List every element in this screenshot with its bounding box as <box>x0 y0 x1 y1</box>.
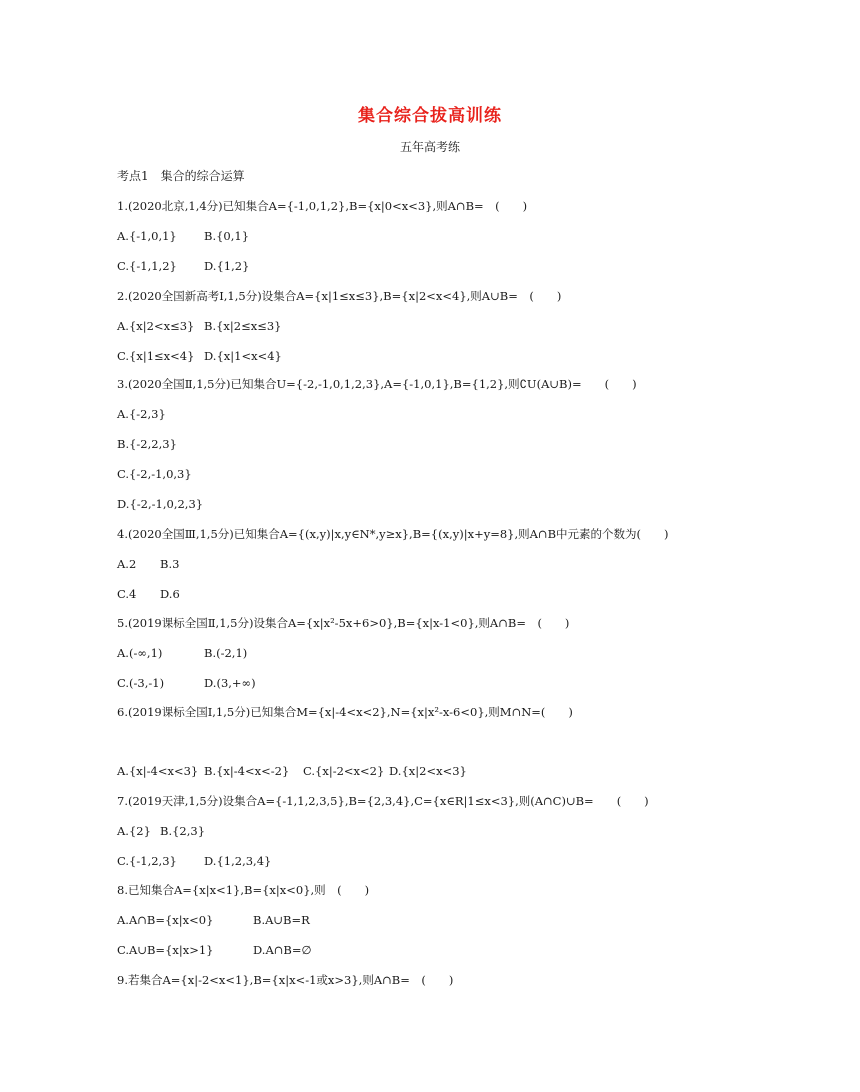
q1-option-a: A.{-1,0,1} <box>117 229 177 243</box>
q7-option-c: C.{-1,2,3} <box>117 854 177 868</box>
q5-option-d: D.(3,+∞) <box>204 676 256 690</box>
q6-option-b: B.{x|-4<x<-2} <box>204 764 290 778</box>
question-2-stem: 2.(2020全国新高考Ⅰ,1,5分)设集合A={x|1≤x≤3},B={x|2<x<4},则A∪B= ( ) <box>117 289 562 303</box>
q3-option-d: D.{-2,-1,0,2,3} <box>117 497 204 511</box>
question-5-options-row-1 <box>117 645 247 661</box>
question-3-stem: 3.(2020全国Ⅱ,1,5分)已知集合U={-2,-1,0,1,2,3},A={-1,0,1},B={1,2},则∁U(A∪B)= ( ) <box>117 377 637 391</box>
question-7-options-row-2 <box>117 853 271 869</box>
q3-option-b: B.{-2,2,3} <box>117 437 177 451</box>
question-7-options-row-1 <box>117 823 205 839</box>
q5-option-a: A.(-∞,1) <box>117 646 163 660</box>
q6-option-a: A.{x|-4<x<3} <box>117 764 199 778</box>
question-2-options-row-1 <box>117 318 282 334</box>
question-1-stem: 1.(2020北京,1,4分)已知集合A={-1,0,1,2},B={x|0<x<3},则A∩B= ( ) <box>117 199 528 213</box>
q5-option-b: B.(-2,1) <box>204 646 248 660</box>
question-6-stem: 6.(2019课标全国Ⅰ,1,5分)已知集合M={x|-4<x<2},N={x|x²-x-6<0},则M∩N=( ) <box>117 705 573 719</box>
question-8-options-row-2 <box>117 942 312 958</box>
q4-option-d: D.6 <box>160 587 180 601</box>
page-subtitle: 五年高考练 <box>399 140 460 154</box>
question-2-options-row-2 <box>117 348 282 364</box>
q3-option-a: A.{-2,3} <box>117 407 166 421</box>
q1-option-c: C.{-1,1,2} <box>117 259 177 273</box>
q1-option-d: D.{1,2} <box>204 259 250 273</box>
q8-option-a: A.A∩B={x|x<0} <box>117 913 214 927</box>
question-9-stem: 9.若集合A={x|-2<x<1},B={x|x<-1或x>3},则A∩B= ( ) <box>117 973 454 987</box>
q4-option-c: C.4 <box>117 587 137 601</box>
q7-option-d: D.{1,2,3,4} <box>204 854 272 868</box>
q6-option-c: C.{x|-2<x<2} <box>303 764 385 778</box>
question-8-stem: 8.已知集合A={x|x<1},B={x|x<0},则 ( ) <box>117 883 370 897</box>
question-5-stem: 5.(2019课标全国Ⅱ,1,5分)设集合A={x|x²-5x+6>0},B={x|x-1<0},则A∩B= ( ) <box>117 616 570 630</box>
q4-option-a: A.2 <box>117 557 137 571</box>
q5-option-c: C.(-3,-1) <box>117 676 165 690</box>
q8-option-d: D.A∩B=∅ <box>253 943 312 957</box>
q4-option-b: B.3 <box>160 557 180 571</box>
q2-option-c: C.{x|1≤x<4} <box>117 349 195 363</box>
question-4-options-row-2 <box>117 586 180 602</box>
question-1-options-row-1 <box>117 228 249 244</box>
q3-option-c: C.{-2,-1,0,3} <box>117 467 192 481</box>
question-1-options-row-2 <box>117 258 249 274</box>
q2-option-a: A.{x|2<x≤3} <box>117 319 195 333</box>
q6-option-d: D.{x|2<x<3} <box>389 764 467 778</box>
section-heading: 考点1 集合的综合运算 <box>117 169 245 183</box>
q7-option-b: B.{2,3} <box>160 824 206 838</box>
q2-option-b: B.{x|2≤x≤3} <box>204 319 282 333</box>
question-6-options <box>117 763 467 779</box>
q7-option-a: A.{2} <box>117 824 151 838</box>
question-5-options-row-2 <box>117 675 256 691</box>
q1-option-b: B.{0,1} <box>204 229 250 243</box>
question-7-stem: 7.(2019天津,1,5分)设集合A={-1,1,2,3,5},B={2,3,4},C={x∈R|1≤x<3},则(A∩C)∪B= ( ) <box>117 794 649 808</box>
question-4-options-row-1 <box>117 556 179 572</box>
page-title: 集合综合拔高训练 <box>358 106 502 126</box>
q8-option-c: C.A∪B={x|x>1} <box>117 943 214 957</box>
question-4-stem: 4.(2020全国Ⅲ,1,5分)已知集合A={(x,y)|x,y∈N*,y≥x},B={(x,y)|x+y=8},则A∩B中元素的个数为( ) <box>117 527 669 541</box>
question-8-options-row-1 <box>117 912 310 928</box>
q2-option-d: D.{x|1<x<4} <box>204 349 282 363</box>
q8-option-b: B.A∪B=R <box>253 913 310 927</box>
